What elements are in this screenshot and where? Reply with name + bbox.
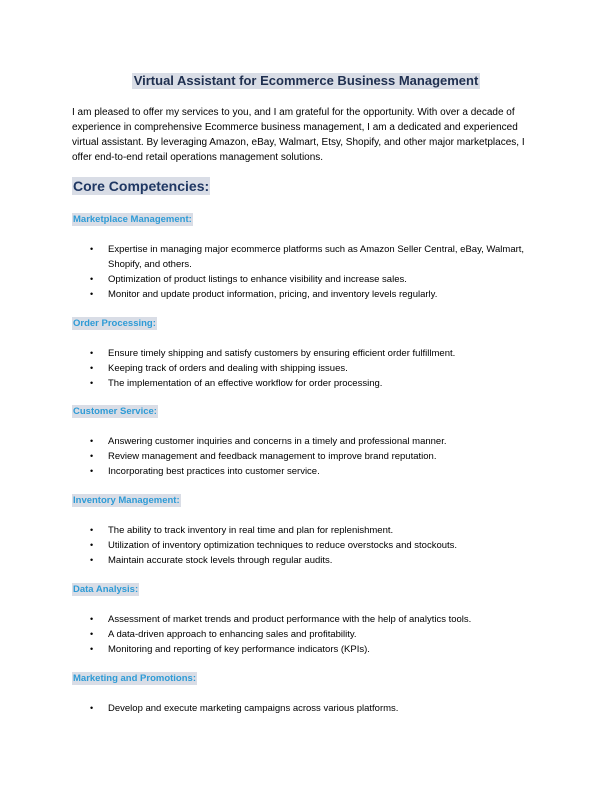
list-item xyxy=(72,701,540,716)
bullet-icon: • xyxy=(90,363,94,373)
list-item xyxy=(72,449,540,464)
list-item xyxy=(72,361,540,376)
bullet-icon: • xyxy=(90,629,94,639)
bullet-icon: • xyxy=(90,703,94,713)
core-competencies-heading: Core Competencies: xyxy=(73,178,210,194)
list-item xyxy=(72,523,540,538)
list-item-text: Assessment of market trends and product performance with the help of analytics tools. xyxy=(108,614,472,625)
title-container xyxy=(0,72,612,90)
intro-paragraph: I am pleased to offer my services to you, and I am grateful for the opportunity. With over a decade of experience in comprehensive Ecommerce business management, I am a dedicated and experienced virtual assistant. By leveraging Amazon, eBay, Walmart, Etsy, Shopify, and other major marketplaces, I offer end-to-end retail operations management solutions. xyxy=(72,107,525,163)
list-item xyxy=(72,376,540,391)
section-marketing-and-promotions xyxy=(72,668,540,716)
bullet-icon: • xyxy=(90,614,94,624)
bullet-list xyxy=(72,346,540,391)
section-title: Data Analysis: xyxy=(73,584,139,595)
list-item xyxy=(72,538,540,553)
bullet-list xyxy=(72,523,540,568)
list-item xyxy=(72,346,540,361)
list-item xyxy=(72,287,540,302)
section-title: Order Processing: xyxy=(73,318,156,329)
bullet-list xyxy=(72,434,540,479)
bullet-icon: • xyxy=(90,540,94,550)
list-item-text: Develop and execute marketing campaigns across various platforms. xyxy=(108,703,399,714)
list-item xyxy=(72,434,540,449)
bullet-icon: • xyxy=(90,466,94,476)
list-item-text: Maintain accurate stock levels through regular audits. xyxy=(108,555,333,566)
list-item-text: Optimization of product listings to enhance visibility and increase sales. xyxy=(108,274,407,285)
list-item xyxy=(72,642,540,657)
bullet-icon: • xyxy=(90,555,94,565)
section-title: Marketplace Management: xyxy=(73,214,192,225)
list-item xyxy=(72,627,540,642)
section-title: Marketing and Promotions: xyxy=(73,673,196,684)
list-item-text: Keeping track of orders and dealing with shipping issues. xyxy=(108,363,348,374)
list-item xyxy=(72,553,540,568)
section-title: Inventory Management: xyxy=(73,495,180,506)
bullet-icon: • xyxy=(90,644,94,654)
list-item-text: The ability to track inventory in real time and plan for replenishment. xyxy=(108,525,394,536)
list-item xyxy=(72,272,540,287)
section-order-processing xyxy=(72,313,540,391)
list-item-text: Review management and feedback management to improve brand reputation. xyxy=(108,451,437,462)
bullet-icon: • xyxy=(90,436,94,446)
bullet-icon: • xyxy=(90,348,94,358)
list-item xyxy=(72,612,540,627)
section-title: Customer Service: xyxy=(73,406,157,417)
bullet-list xyxy=(72,701,540,716)
list-item xyxy=(72,464,540,479)
list-item-text: Answering customer inquiries and concerns in a timely and professional manner. xyxy=(108,436,447,447)
bullet-icon: • xyxy=(90,378,94,388)
list-item-text: A data-driven approach to enhancing sales and profitability. xyxy=(108,629,357,640)
bullet-list xyxy=(72,612,540,657)
list-item-text: Monitoring and reporting of key performance indicators (KPIs). xyxy=(108,644,370,655)
section-marketplace-management xyxy=(72,209,540,302)
list-item-text: Utilization of inventory optimization techniques to reduce overstocks and stockouts. xyxy=(108,540,458,551)
section-inventory-management xyxy=(72,490,540,568)
section-customer-service xyxy=(72,401,540,479)
bullet-icon: • xyxy=(90,244,94,254)
list-item-text: Monitor and update product information, pricing, and inventory levels regularly. xyxy=(108,289,438,300)
list-item-text: The implementation of an effective workflow for order processing. xyxy=(108,378,383,389)
bullet-icon: • xyxy=(90,289,94,299)
list-item-text: Expertise in managing major ecommerce platforms such as Amazon Seller Central, eBay, Walmart, Shopify, and others. xyxy=(108,244,525,270)
bullet-icon: • xyxy=(90,451,94,461)
bullet-icon: • xyxy=(90,525,94,535)
document-title: Virtual Assistant for Ecommerce Business Management xyxy=(133,73,479,88)
bullet-list xyxy=(72,242,540,302)
section-data-analysis xyxy=(72,579,540,657)
list-item xyxy=(72,242,540,272)
bullet-icon: • xyxy=(90,274,94,284)
list-item-text: Incorporating best practices into customer service. xyxy=(108,466,320,477)
list-item-text: Ensure timely shipping and satisfy customers by ensuring efficient order fulfillment. xyxy=(108,348,456,359)
